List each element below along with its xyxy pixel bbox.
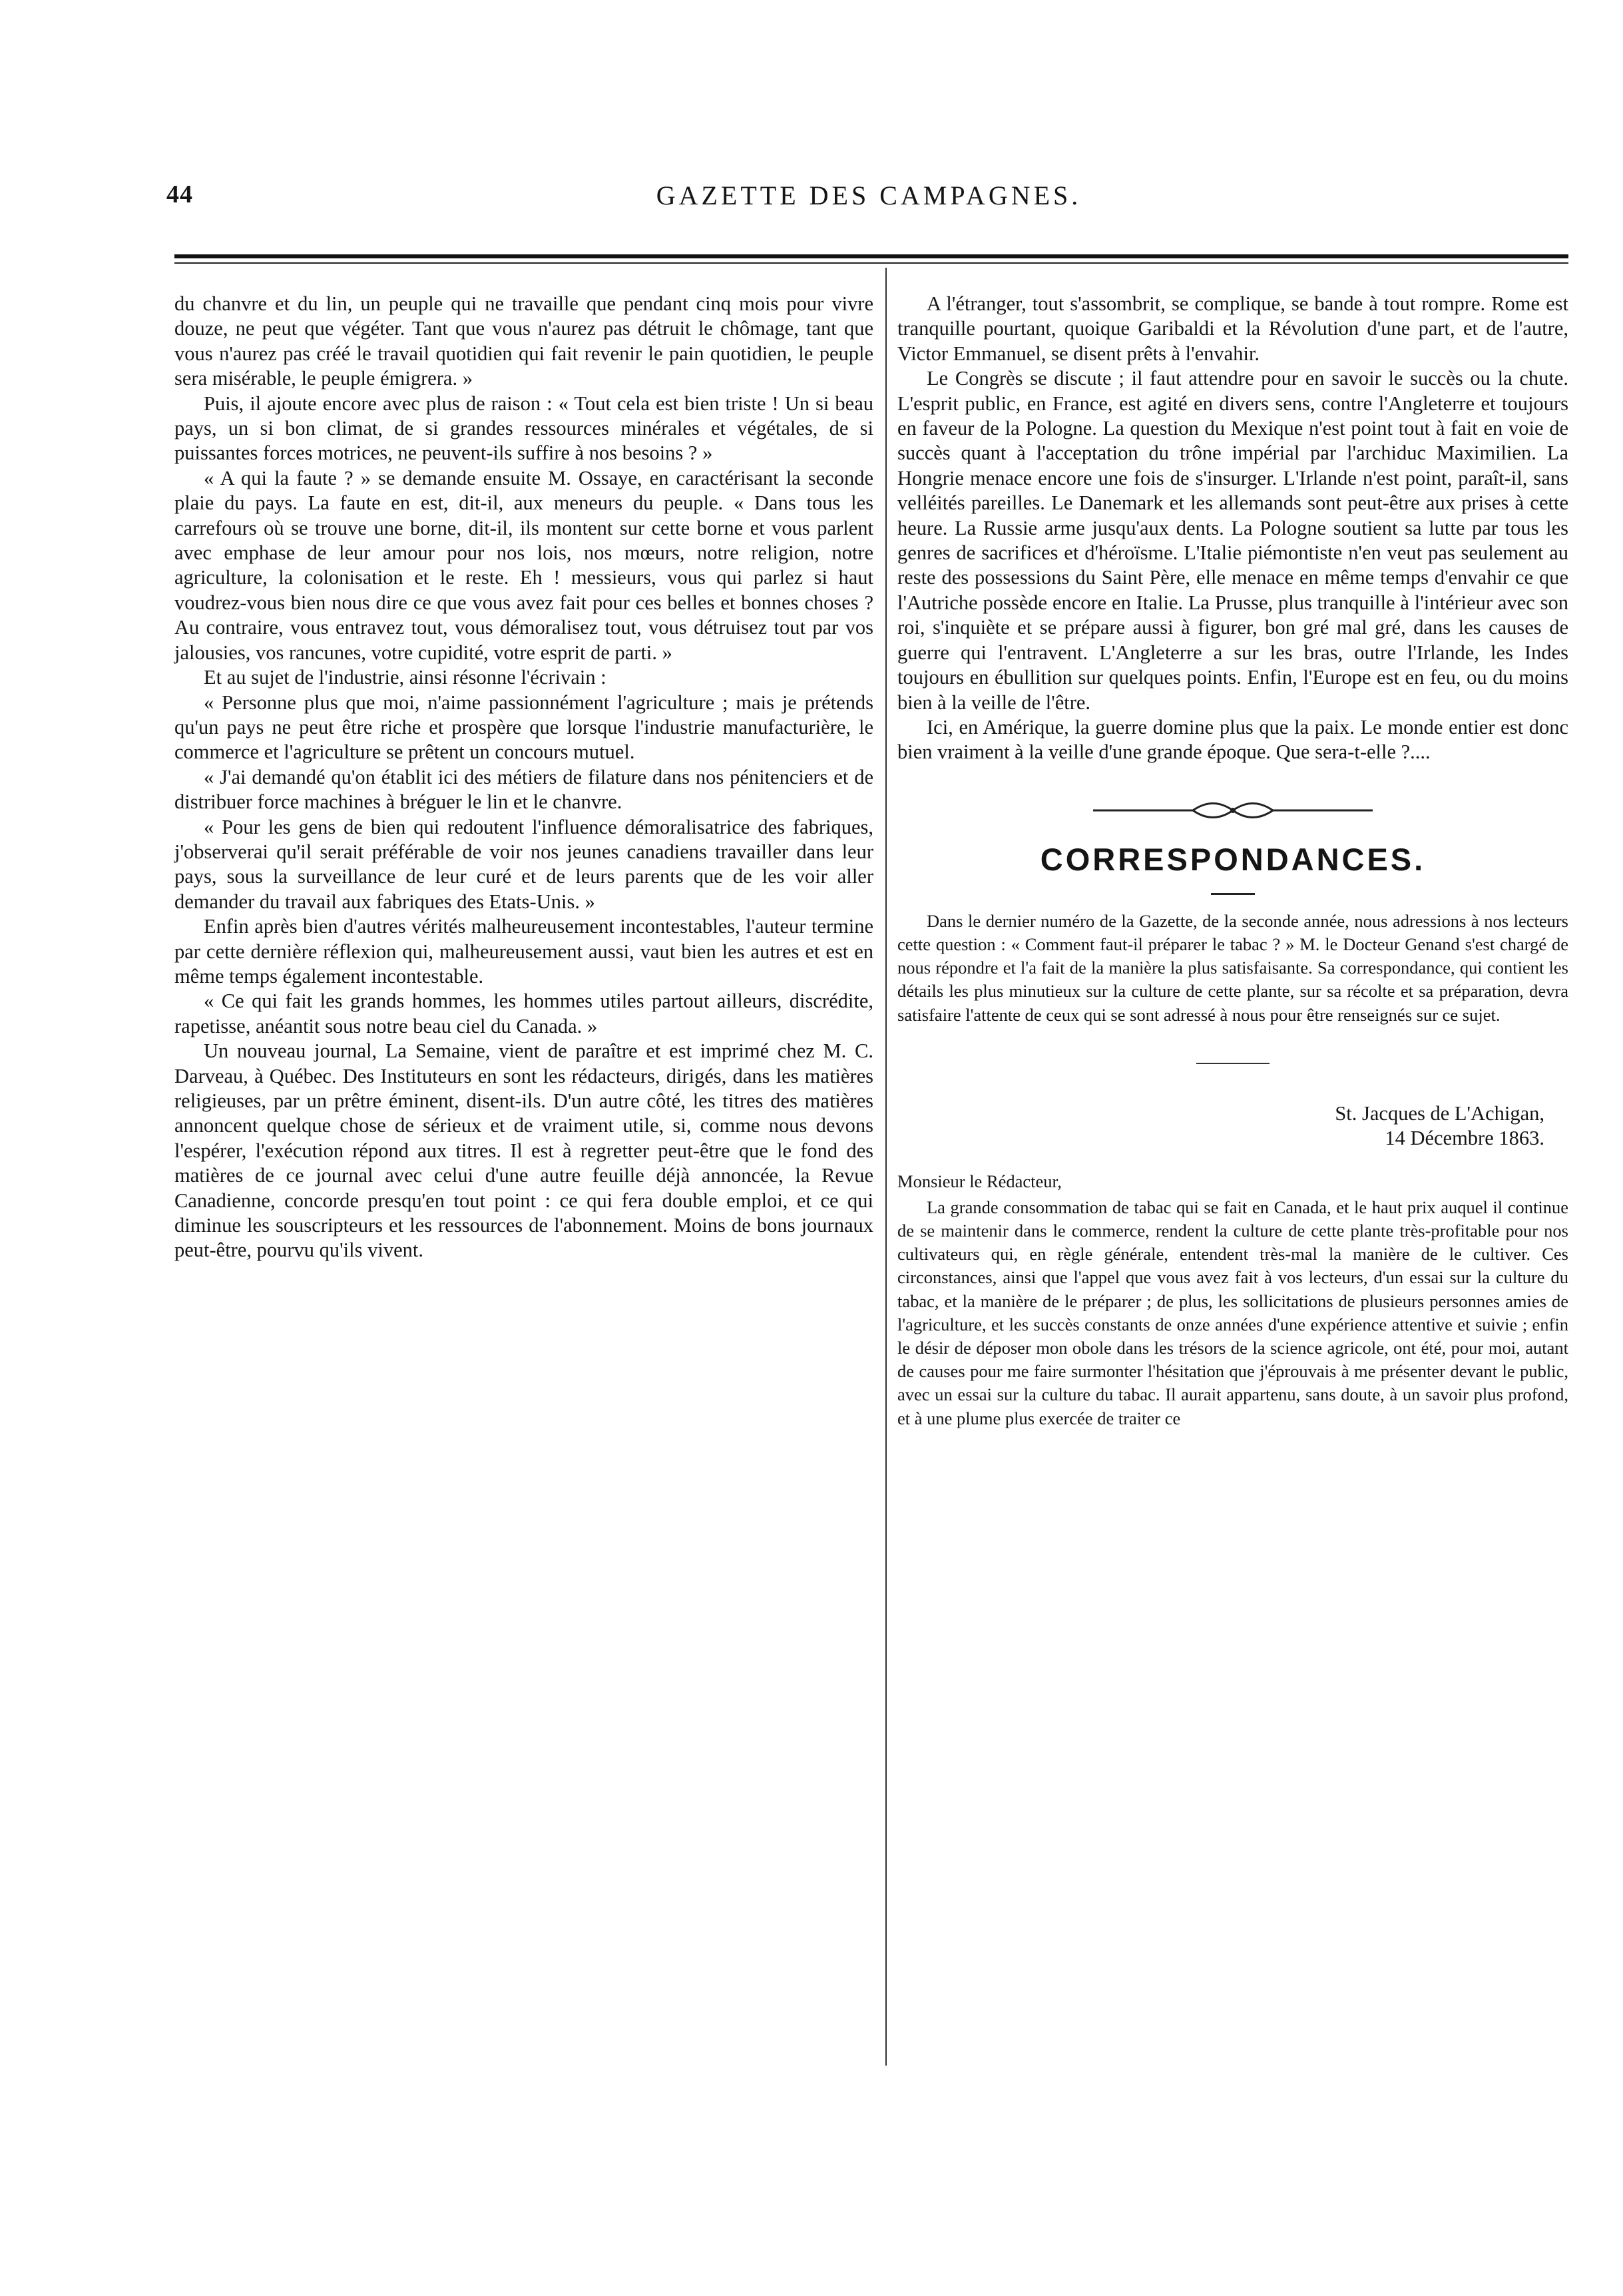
ornament-icon xyxy=(1093,797,1373,824)
intro-paragraph: Dans le dernier numéro de la Gazette, de la seconde année, nous adressions à nos lecteurs cette question : « Comment faut-il préparer le tabac ? » M. le Docteur Genand s'est chargé de nous répondre et l'a fait de la manière la plus satisfaisante. Sa correspondance, qui contient les détails les plus minutieux sur la culture de cette plante, sur sa récolte et sa préparation, devra satisfaire l'attente de ceux qui se sont adressé à nous pour être renseignés sur ce sujet. xyxy=(897,910,1568,1025)
right-column xyxy=(897,292,1568,1430)
paragraph: « J'ai demandé qu'on établit ici des métiers de filature dans nos pénitenciers et de distribuer force machines à bréguer le lin et le chanvre. xyxy=(174,765,873,814)
letter-date: 14 Décembre 1863. xyxy=(1385,1127,1544,1150)
header-rule-thick xyxy=(174,254,1568,258)
page-number: 44 xyxy=(166,180,193,208)
paragraph: Ici, en Amérique, la guerre domine plus que la paix. Le monde entier est donc bien vraiment à la veille d'une grande époque. Que sera-t-elle ?.... xyxy=(897,715,1568,764)
left-column xyxy=(174,292,873,1263)
letter-body: La grande consommation de tabac qui se fait en Canada, et le haut prix auquel il continue de se maintenir dans le commerce, rendent la culture de cette plante très-profitable pour nos cultivateurs qui, en règle générale, entendent très-mal la manière de le cultiver. Ces circonstances, ainsi que l'appel que vous avez fait à vos lecteurs, d'un essai sur la culture du tabac, et la manière de le préparer ; de plus, les sollicitations de plusieurs personnes amies de l'agriculture, et les succès constants de onze années d'une expérience attentive et suivie ; enfin le désir de déposer mon obole dans les trésors de la science agricole, ont été, pour moi, autant de causes pour me faire surmonter l'hésitation que j'éprouvais à me présenter devant le public, avec un essai sur la culture du tabac. Il aurait appartenu, sans doute, à un savoir plus profond, et à une plume plus exercée de traiter ce xyxy=(897,1197,1568,1428)
paragraph: Enfin après bien d'autres vérités malheureusement incontestables, l'auteur termine par cette dernière réflexion qui, malheureusement aussi, vaut bien les autres et est en même temps également incontestable. xyxy=(174,915,873,988)
paragraph: Et au sujet de l'industrie, ainsi résonne l'écrivain : xyxy=(204,666,606,689)
section-title: CORRESPONDANCES. xyxy=(1040,841,1426,877)
section-rule xyxy=(1211,893,1255,895)
paragraph: « A qui la faute ? » se demande ensuite M. Ossaye, en caractérisant la seconde plaie du pays. La faute en est, dit-il, aux meneurs du peuple. « Dans tous les carrefours où se trouve une borne, dit-il, ils montent sur cette borne et vous parlent avec emphase de leur amour pour nos lois, nos mœurs, notre religion, notre agriculture, la colonisation et le reste. Eh ! messieurs, vous qui parlez si haut voudrez-vous bien nous dire ce que vous avez fait pour ces belles et bonnes choses ? Au contraire, vous entravez tout, vous démoralisez tout, vous détruisez tout par vos jalousies, vos rancunes, votre cupidité, votre esprit de parti. » xyxy=(174,466,873,664)
paragraph: Puis, il ajoute encore avec plus de raison : « Tout cela est bien triste ! Un si beau pays, un si bon climat, de si grandes ressources minérales et végétales, de si puissantes forces motrices, ne peuvent-ils suffire à nos besoins ? » xyxy=(174,392,873,465)
paragraph: « Pour les gens de bien qui redoutent l'influence démoralisatrice des fabriques, j'observerai qu'il serait préférable de voir nos jeunes canadiens travailler dans leur pays, sous la surveillance de leur curé et de leurs parents que de les voir aller demander du travail aux fabriques des Etats-Unis. » xyxy=(174,815,873,913)
paragraph: A l'étranger, tout s'assombrit, se complique, se bande à tout rompre. Rome est tranquille pourtant, quoique Garibaldi et la Révolution d'une part, et de l'autre, Victor Emmanuel, se disent prêts à l'envahir. xyxy=(897,292,1568,365)
salutation: Monsieur le Rédacteur, xyxy=(897,1171,1062,1191)
paragraph: Le Congrès se discute ; il faut attendre pour en savoir le succès ou la chute. L'esprit public, en France, est agité en divers sens, contre l'Angleterre et toujours en faveur de la Pologne. La question du Mexique n'est point tout à fait en voie de succès quant à l'acceptation du trône impérial par l'archiduc Maximilien. La Hongrie menace encore une fois de s'insurger. L'Irlande n'est point, paraît-il, sans velléités pareilles. Le Danemark et les allemands sont peut-être aux prises à cette heure. La Russie arme jusqu'aux dents. La Pologne soutient sa lutte par tous les genres de sacrifices et d'héroïsme. L'Italie piémontiste n'en veut pas seulement au reste des possessions du Saint Père, elle menace en même temps d'envahir ce que l'Autriche possède encore en Italie. La Prusse, plus tranquille à l'intérieur avec son roi, s'inquiète et se prépare aussi à figurer, bon gré mal gré, dans les causes de guerre qui l'entravent. L'Angleterre a sur les bras, outre l'Irlande, les Indes toujours en ébullition sur quelques points. Enfin, l'Europe est en feu, ou du moins bien à la veille de l'être. xyxy=(897,367,1568,714)
ornament-divider xyxy=(897,797,1568,824)
letter-place: St. Jacques de L'Achigan, xyxy=(1335,1101,1544,1125)
separator-rule xyxy=(1196,1063,1270,1064)
column-divider xyxy=(885,268,887,2066)
running-title: GAZETTE DES CAMPAGNES. xyxy=(656,180,1082,210)
paragraph: « Personne plus que moi, n'aime passionnément l'agriculture ; mais je prétends qu'un pays ne peut être riche et prospère que lorsque l'industrie manufacturière, le commerce et l'agriculture se prêtent un concours mutuel. xyxy=(174,691,873,764)
header-rule-thin xyxy=(174,262,1568,264)
paragraph: « Ce qui fait les grands hommes, les hommes utiles partout ailleurs, discrédite, rapetisse, anéantit sous notre beau ciel du Canada. » xyxy=(174,990,873,1037)
paragraph: Un nouveau journal, La Semaine, vient de paraître et est imprimé chez M. C. Darveau, à Québec. Des Instituteurs en sont les rédacteurs, dirigés, dans les matières religieuses, par un prêtre éminent, disent-ils. D'un autre côté, les titres des matières annoncent quelque chose de sérieux et de vraiment utile, si, comme nous devons l'espérer, l'exécution répond aux titres. Il est à regretter peut-être que le fond des matières de ce journal avec celui d'une autre feuille déjà annoncée, la Revue Canadienne, concorde presqu'en tout point : ce qui fera double emploi, et ce qui diminue les souscripteurs et les ressources de l'abonnement. Moins de bons journaux peut-être, pourvu qu'ils vivent. xyxy=(174,1039,873,1262)
paragraph: du chanvre et du lin, un peuple qui ne travaille que pendant cinq mois pour vivre douze, ne peut que végéter. Tant que vous n'aurez pas détruit le chômage, tant que vous n'aurez pas créé le travail quotidien qui fait revenir le pain quotidien, le peuple sera misérable, le peuple émigrera. » xyxy=(174,292,873,390)
page-header xyxy=(166,180,1571,220)
